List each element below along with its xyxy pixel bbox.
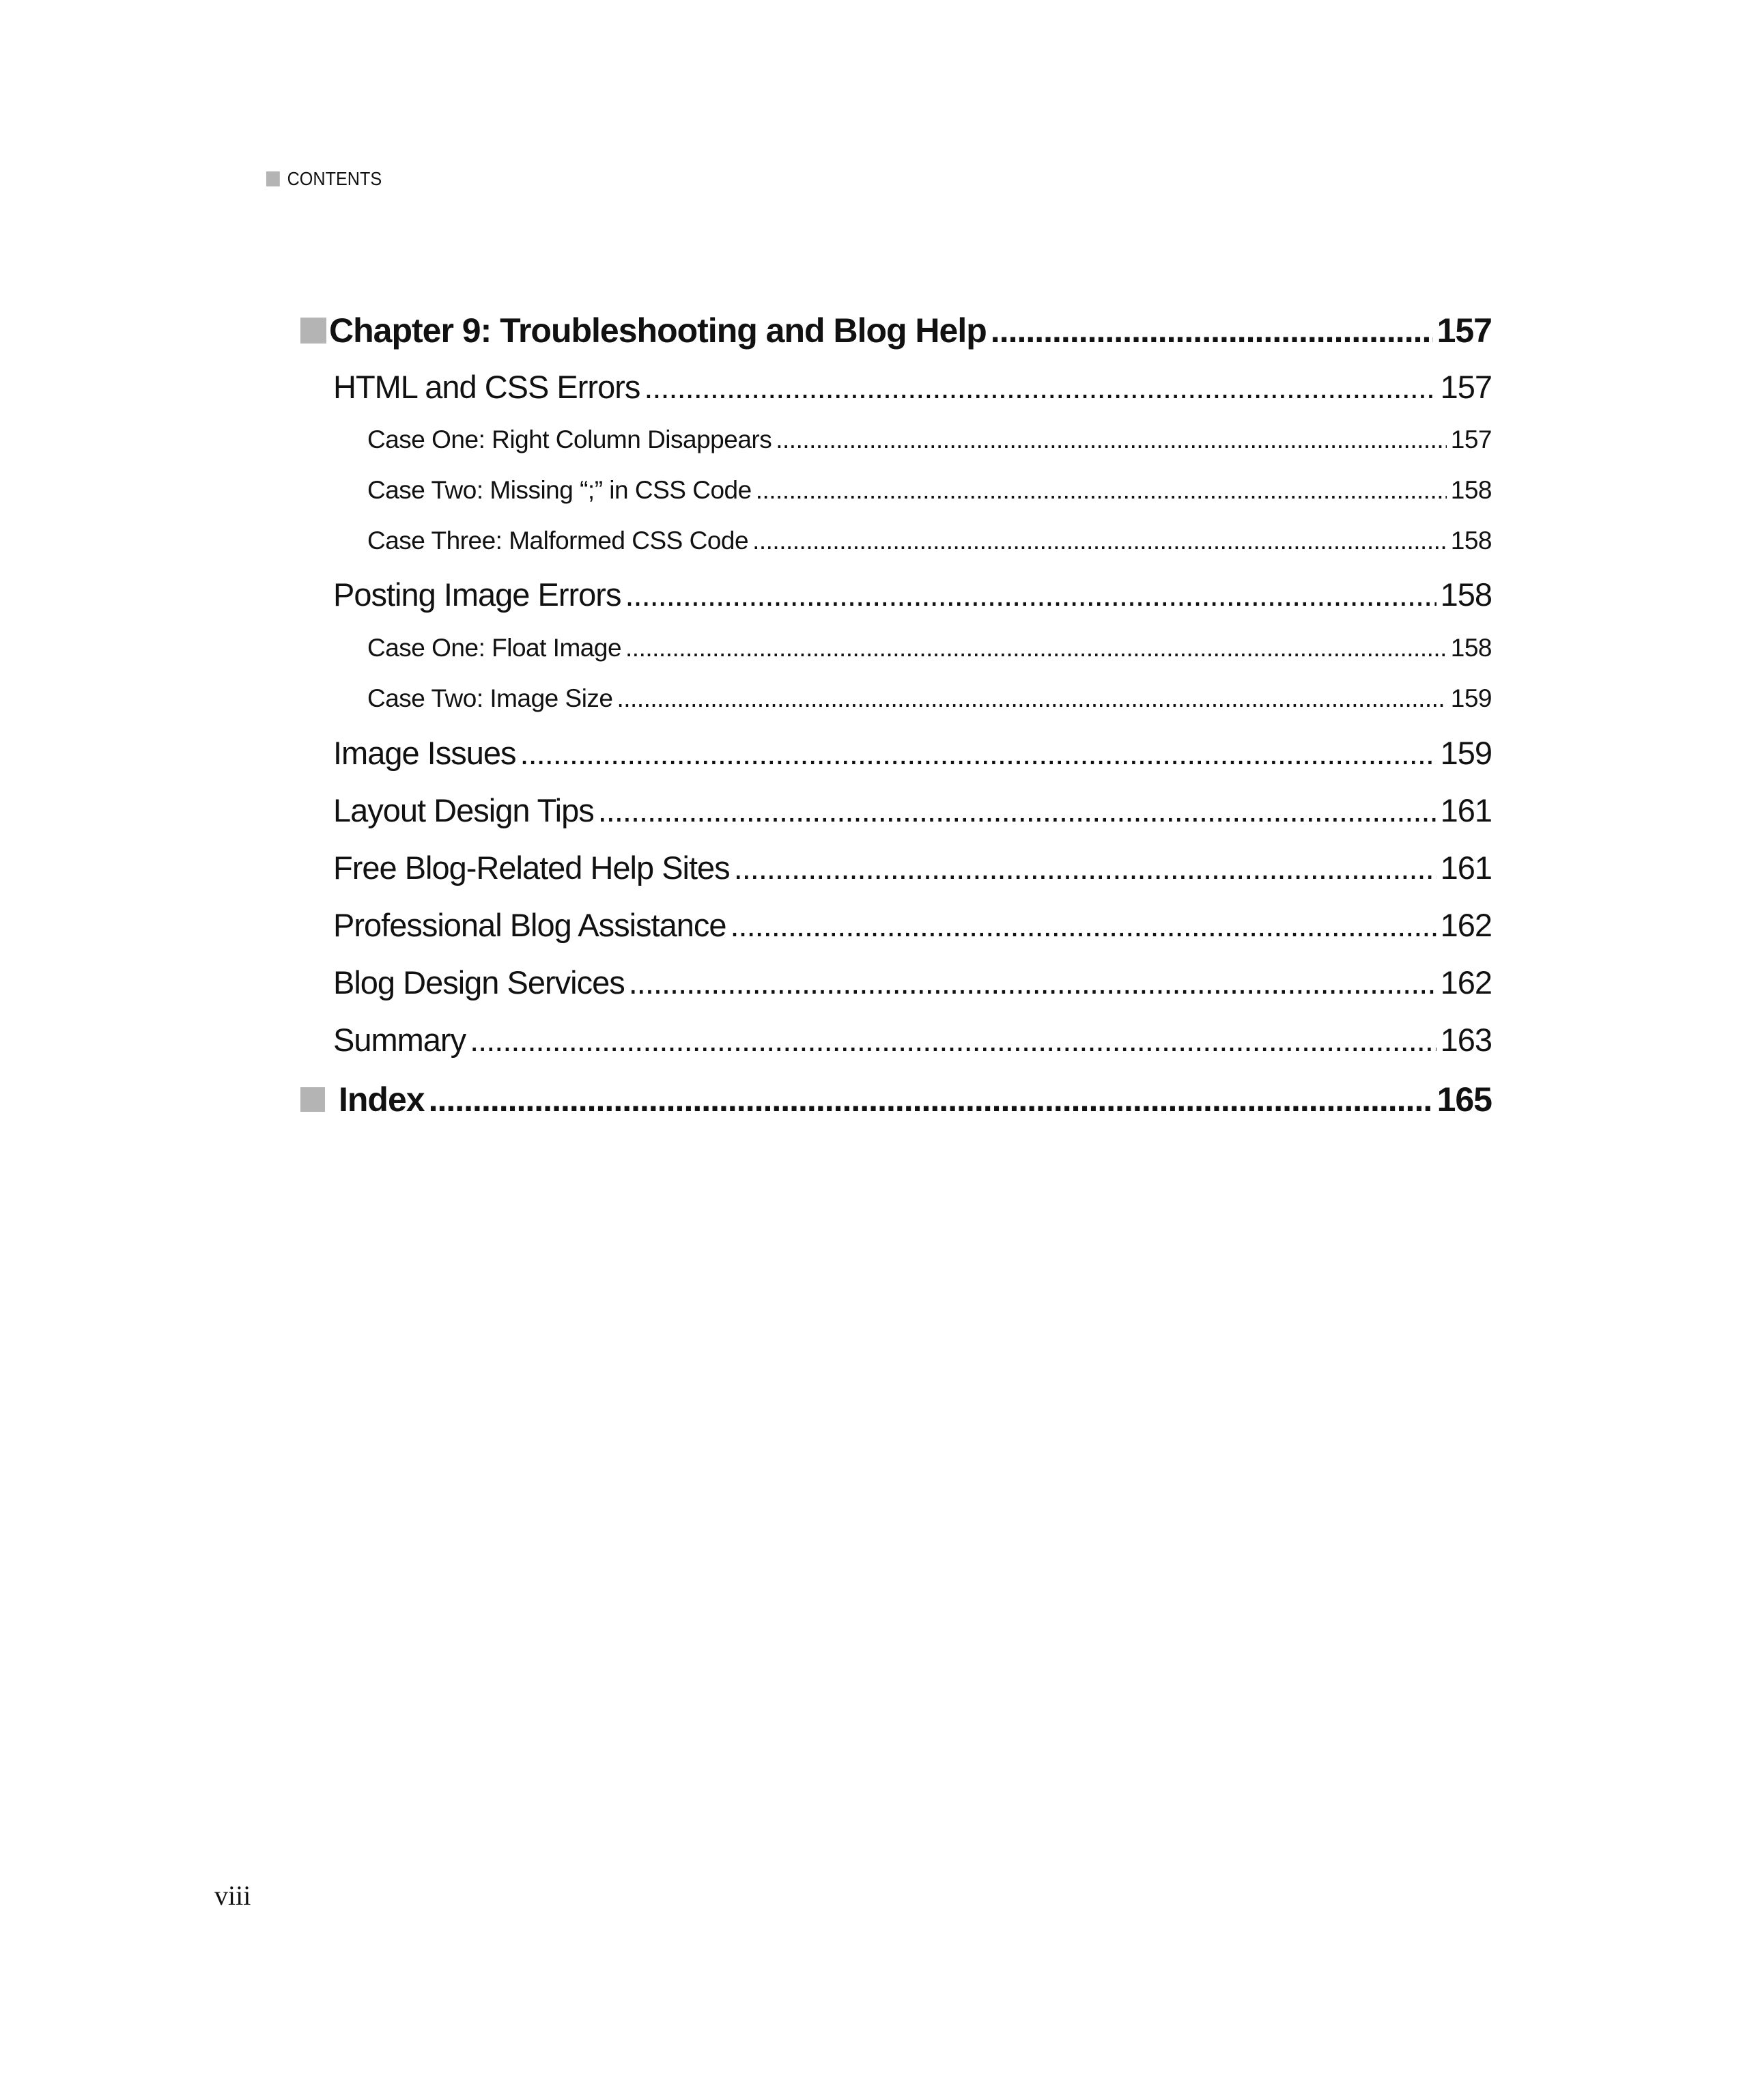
toc-entry-title: Case Two: Missing “;” in CSS Code <box>367 476 752 504</box>
toc-section-entry[interactable] <box>333 906 1492 944</box>
dot-leader <box>752 527 1447 555</box>
toc-entry-page: 158 <box>1440 576 1492 613</box>
toc-entry-title: Posting Image Errors <box>333 576 621 613</box>
toc-entry-title: Summary <box>333 1022 466 1058</box>
toc-entry-title: Professional Blog Assistance <box>333 907 726 943</box>
toc-entry-title: Index <box>339 1080 425 1119</box>
toc-section-entry[interactable] <box>333 849 1492 886</box>
square-bullet-icon <box>300 1087 325 1112</box>
toc-subsection-entry[interactable] <box>367 634 1492 662</box>
toc-section-entry[interactable] <box>333 368 1492 406</box>
toc-entry-title: Image Issues <box>333 735 516 771</box>
toc-entry-title: Free Blog-Related Help Sites <box>333 850 730 886</box>
square-bullet-icon <box>266 171 280 186</box>
toc-entry-title: Chapter 9: Troubleshooting and Blog Help <box>329 311 987 350</box>
dot-leader <box>991 311 1433 350</box>
toc-section-entry[interactable] <box>333 964 1492 1001</box>
toc-entry-page: 157 <box>1440 369 1492 405</box>
toc-section-entry[interactable] <box>333 1021 1492 1059</box>
dot-leader <box>429 1080 1433 1119</box>
dot-leader <box>625 576 1436 613</box>
dot-leader <box>520 734 1436 772</box>
toc-entry-page: 159 <box>1440 735 1492 771</box>
toc-section-entry[interactable] <box>333 576 1492 613</box>
square-bullet-icon <box>300 318 326 344</box>
toc-entry-page: 162 <box>1440 907 1492 943</box>
toc-section-entry[interactable] <box>333 734 1492 772</box>
toc-entry-page: 158 <box>1450 527 1492 555</box>
page-number: viii <box>214 1880 251 1911</box>
toc-chapter-entry[interactable] <box>300 311 1492 350</box>
toc-entry-page: 158 <box>1450 634 1492 662</box>
dot-leader <box>734 849 1436 886</box>
toc-entry-title: Case One: Right Column Disappears <box>367 425 772 453</box>
toc-entry-title: Layout Design Tips <box>333 792 594 828</box>
toc-entry-page: 161 <box>1440 792 1492 828</box>
toc-entry-page: 157 <box>1436 311 1492 350</box>
toc-entry-page: 161 <box>1440 850 1492 886</box>
toc-entry-title: Case Three: Malformed CSS Code <box>367 527 749 555</box>
dot-leader <box>617 684 1447 713</box>
toc-entry-page: 165 <box>1436 1080 1492 1119</box>
dot-leader <box>731 906 1436 944</box>
toc-entry-title: Case Two: Image Size <box>367 684 613 712</box>
dot-leader <box>625 634 1447 662</box>
toc-subsection-entry[interactable] <box>367 527 1492 555</box>
toc-entry-title: HTML and CSS Errors <box>333 369 640 405</box>
dot-leader <box>644 368 1436 406</box>
dot-leader <box>776 425 1447 454</box>
toc-entry-page: 162 <box>1440 964 1492 1000</box>
toc-entry-page: 157 <box>1450 425 1492 453</box>
running-head <box>266 168 382 190</box>
toc-section-entry[interactable] <box>333 792 1492 829</box>
dot-leader <box>470 1021 1436 1059</box>
dot-leader <box>756 476 1447 505</box>
dot-leader <box>629 964 1436 1001</box>
toc-entry-page: 163 <box>1440 1022 1492 1058</box>
toc-subsection-entry[interactable] <box>367 476 1492 505</box>
toc-index-entry[interactable] <box>300 1080 1492 1119</box>
toc-entry-page: 159 <box>1450 684 1492 712</box>
toc-subsection-entry[interactable] <box>367 684 1492 713</box>
dot-leader <box>598 792 1436 829</box>
toc-entry-page: 158 <box>1450 476 1492 504</box>
running-head-label: CONTENTS <box>287 168 382 189</box>
toc-subsection-entry[interactable] <box>367 425 1492 454</box>
toc-entry-title: Blog Design Services <box>333 964 625 1000</box>
toc-entry-title: Case One: Float Image <box>367 634 622 662</box>
